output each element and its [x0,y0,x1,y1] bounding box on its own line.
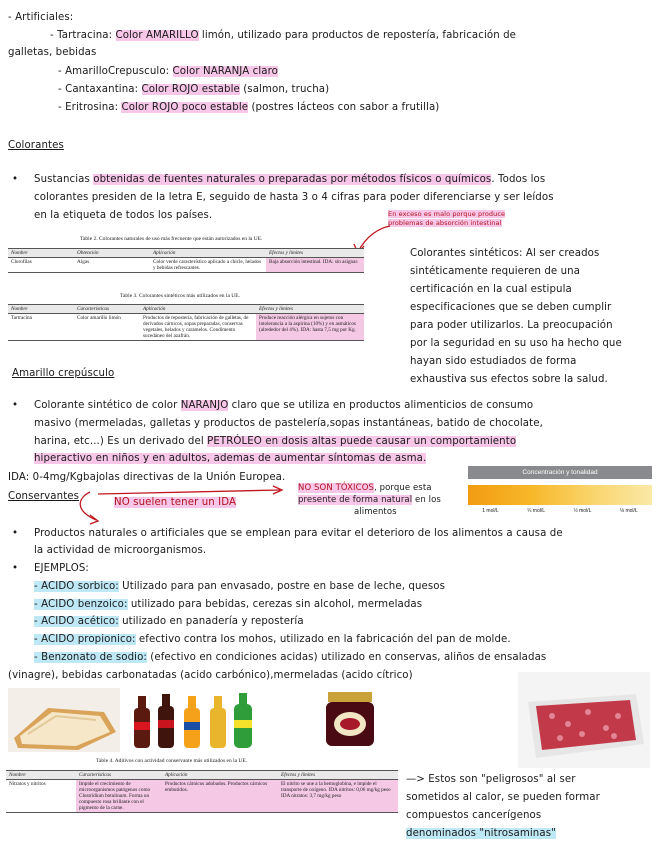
cantaxantina-line: - Cantaxantina: Color ROJO estable (salmon, trucha) [58,84,330,95]
td: Clorofilas [8,258,74,273]
bullet: • [12,174,19,185]
table4-caption: Table 4. Aditivos con actividad conservante más utilizados en la UE. [96,758,248,764]
td: El nitrito se une a la hemoglobina, e impide el transporte de oxígeno. IDA nitritos: 0,06 mg/kg peso IDA nitratos: 3,7 mg/kg peso [278,780,398,813]
td: Productos cárnicos adobados. Productos cárnicos embutidos. [162,780,278,813]
side-line: para poder utilizarlos. La preocupación [410,320,613,331]
table2-caption: Table 2. Colorantes naturales de uso más frecuente que están autorizados en la UE. [80,236,263,242]
amarillo-l3: harina, etc...) Es un derivado del PETRÓLEO en dosis altas puede causar un comportamiento [34,436,517,447]
td: Color verde característico aplicado a chicle, helados y bebidas refrescantes. [150,258,266,273]
th: Efectos y límites [278,771,398,780]
amarillo-l2: masivo (mermeladas, galletas y productos de pastelería,sopas instantáneas, batido de chocolate, [34,418,543,429]
sinteticos-note [410,246,622,387]
table4 [6,770,398,813]
example-line: - ACIDO benzoico: utilizado para bebidas, cerezas sin alcohol, mermeladas [34,599,423,610]
side-line: por la seguridad en su uso ha hecho que [410,338,622,349]
scale-title: Concentración y tonalidad [468,466,652,479]
th: Aplicación [162,771,278,780]
conservantes-p1b: la actividad de microorganismos. [34,545,207,556]
colorantes-p1-l2: colorantes presiden de la letra E, seguido de hasta 3 o 4 cifras para poder diferenciarse y ser leídos [34,192,554,203]
minced-meat-image [518,672,650,768]
scale-label: ¼ mol/L [527,508,546,514]
conservantes-title: Conservantes [8,491,80,502]
side-line: certificación en la cual estipula [410,284,572,295]
th: Efectos y límites [266,249,364,258]
example-line: - ACIDO sorbico: Utilizado para pan envasado, postre en base de leche, quesos [34,581,446,592]
ida-line: IDA: 0-4mg/Kgbajolas directivas de la Unión Europea. [8,472,286,483]
amarillo-l1: Colorante sintético de color NARANJO claro que se utiliza en productos alimenticios de consumo [34,400,534,411]
td: Tartracina [8,314,74,341]
td: Productos de repostería, fabricación de galletas, de derivados cárnicos, sopas preparadas, conservas vegetales, helados y caramelos. Condimento sucedáneo del azafrán. [140,314,256,341]
side-line: hayan sido estudiados de forma [410,356,577,367]
scale-label: ½ mol/L [573,508,592,514]
amarillo-l4: hiperactivo en niños y en adultos, ademas de aumentar síntomas de asma. [34,453,427,464]
side-line: sintéticamente requieren de una [410,266,581,277]
table3 [8,304,364,341]
th: Obtención [74,249,150,258]
example-line: - Benzonato de sodio: (efectivo en condiciones acidas) utilizado en conservas, aliños de ensaladas [34,652,547,663]
example-line: - ACIDO acético: utilizado en panadería y repostería [34,616,304,627]
tartracina-line: - Tartracina: Color AMARILLO limón, utilizado para productos de repostería, fabricación de [50,30,517,41]
final-note-l4: denominados "nitrosaminas" [406,828,556,839]
example-last-line: (vinagre), bebidas carbonatadas (acido carbónico),mermeladas (acido cítrico) [8,670,413,681]
colorantes-p1-l3: en la etiqueta de todos los países. [34,210,213,221]
final-note-l2: sometidos al calor, se pueden formar [406,792,600,803]
table3-caption: Table 3. Colorantes sintéticos más utilizados en la UE. [120,293,240,299]
bullet: • [12,400,19,411]
th: Nombre [8,249,74,258]
concentration-scale [468,466,652,522]
th: Aplicación [140,305,256,314]
td: Baja absorción intestinal. IDA: sin asignar. [266,258,364,273]
artificiales-heading: - Artificiales: [8,12,74,23]
side-line: exhaustiva sus efectos sobre la salud. [410,374,608,385]
red-note: En exceso es malo porque produce problemas de absorción intestinal [388,210,506,227]
th: Nombre [8,305,74,314]
td: Impide el crecimiento de microorganismos patógenos como Clostridium botulinum. Forma un compuesto rosa brillante con el pigmento de la carne. [76,780,162,813]
amarillo-line: - AmarilloCrepusculo: Color NARANJA claro [58,66,279,77]
no-toxicos-note: NO SON TÓXICOS, porque esta presente de forma natural en los alimentos [298,483,441,517]
eritrosina-line: - Eritrosina: Color ROJO poco estable (postres lácteos con sabor a frutilla) [58,102,440,113]
side-line: especificaciones que se deben cumplir [410,302,612,313]
final-note-l3: compuestos cancerígenos [406,810,542,821]
scale-label: ⅛ mol/L [619,508,638,514]
td: Algas [74,258,150,273]
table2 [8,248,364,273]
td: Produce reacción alérgica en sujetos con intolerancia a la aspirina (10%) y en asmáticos (alrededor del 4%). IDA: hasta 7,5 mg por Kg. [256,314,364,341]
side-line: Colorantes sintéticos: Al ser creados [410,248,600,259]
bullet: • [12,528,19,539]
final-note-l1: —> Estos son "peligrosos" al ser [406,774,576,785]
bullet: • [12,563,19,574]
bread-image [8,688,120,752]
soda-bottles-image [128,690,258,750]
th: Características [76,771,162,780]
th: Nombre [6,771,76,780]
colorantes-p1: Sustancias obtenidas de fuentes naturales o preparadas por métodos físicos o químicos. Todos los [34,174,546,185]
th: Características [74,305,140,314]
jam-jar-image [320,688,380,748]
th: Aplicación [150,249,266,258]
example-line: - ACIDO propionico: efectivo contra los mohos, utilizado en la fabricación del pan de molde. [34,634,511,645]
amarillo-title: Amarillo crepúsculo [12,368,115,379]
scale-bar [468,485,652,505]
scale-label: 1 mol/L [482,508,499,514]
td: Color amarillo limón [74,314,140,341]
tartracina-line2: galletas, bebidas [8,47,97,58]
th: Efectos y límites [256,305,364,314]
colorantes-title: Colorantes [8,140,64,151]
ejemplos-label: EJEMPLOS: [34,563,89,574]
no-ida-note: NO suelen tener un IDA [114,497,237,508]
td: Nitratos y nitritos [6,780,76,813]
conservantes-p1: Productos naturales o artificiales que se emplean para evitar el deterioro de los alimentos a causa de [34,528,563,539]
scale-labels [468,508,652,514]
